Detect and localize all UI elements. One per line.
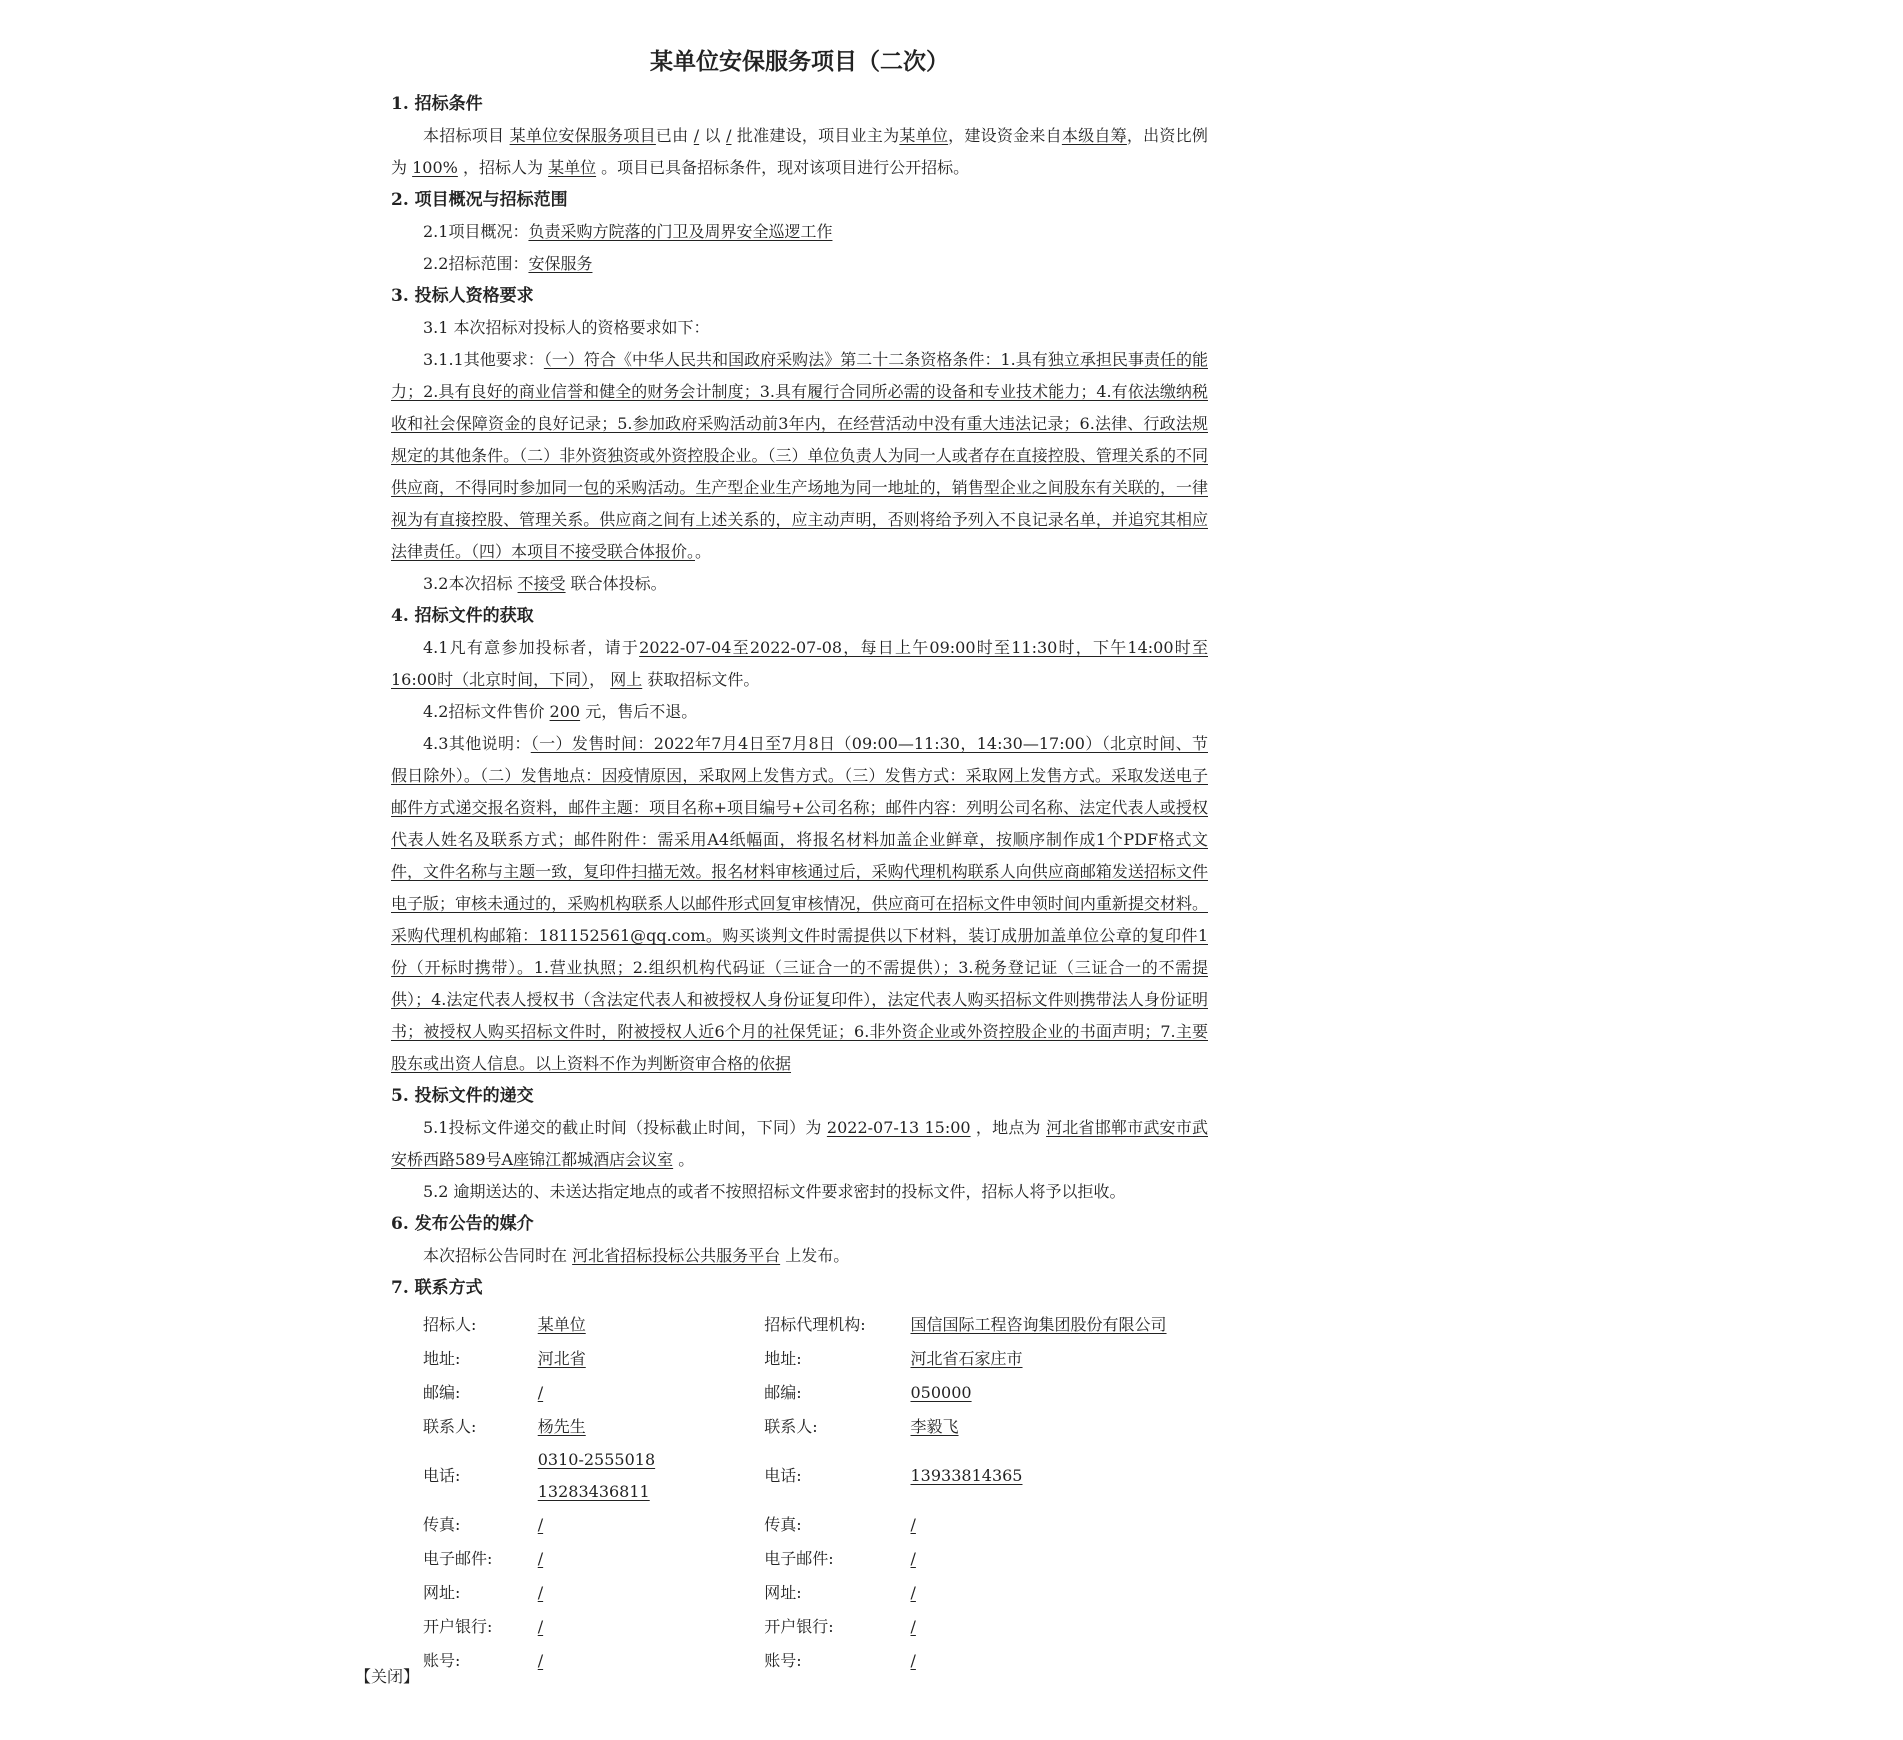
tenderer-contact-label-cell xyxy=(423,1610,538,1644)
s1-text-8: 。项目已具备招标条件，现对该项目进行公开招标。 xyxy=(601,158,970,177)
tenderer-contact-label: 账号: xyxy=(423,1651,461,1670)
tenderer-contact-value-cell xyxy=(538,1342,764,1376)
contact-row xyxy=(423,1342,1208,1376)
approver: / xyxy=(693,126,700,145)
media-text-1: 本次招标公告同时在 xyxy=(423,1246,568,1265)
agency-contact-label-cell xyxy=(764,1644,910,1678)
agency-contact-value-cell xyxy=(911,1308,1209,1342)
tenderer-contact-value-cell xyxy=(538,1508,764,1542)
tenderer-contact-value-cell xyxy=(538,1308,764,1342)
section-1-text xyxy=(391,120,1208,184)
agency-contact-label: 联系人: xyxy=(764,1417,818,1436)
consortium-value: 不接受 xyxy=(517,574,566,593)
qualification-other-text: （一）符合《中华人民共和国政府采购法》第二十二条资格条件：1.具有独立承担民事责任的能力；2.具有良好的商业信誉和健全的财务会计制度；3.具有履行合同所必需的设备和专业技术能力；4.有依法缴纳税收和社会保障资金的良好记录；5.参加政府采购活动前3年内，在经营活动中没有重大违法记录；6.法律、行政法规规定的其他条件。（二）非外资独资或外资控股企业。（三）单位负责人为同一人或者存在直接控股、管理关系的不同供应商，不得同时参加同一包的采购活动。生产型企业生产场地为同一地址的，销售型企业之间股东有关联的，一律视为有直接控股、管理关系。供应商之间有上述关系的，应主动声明，否则将给予列入不良记录名单，并追究其相应法律责任。（四）本项目不接受联合体报价。 xyxy=(391,350,1208,561)
agency-contact-value: 国信国际工程咨询集团股份有限公司 xyxy=(910,1315,1167,1334)
s1-text-4: 批准建设，项目业主为 xyxy=(736,126,900,145)
tenderer-contact-value: / xyxy=(537,1651,544,1670)
tenderer-contact-label-cell xyxy=(423,1410,538,1444)
deadline-value: 2022-07-13 15:00 xyxy=(826,1118,971,1137)
agency-contact-value-cell xyxy=(911,1376,1209,1410)
section-5-heading: 5. 投标文件的递交 xyxy=(391,1086,534,1106)
tenderer-contact-label: 联系人: xyxy=(423,1417,477,1436)
agency-contact-value-cell xyxy=(911,1576,1209,1610)
agency-contact-value-cell xyxy=(911,1444,1209,1508)
section-4-heading: 4. 招标文件的获取 xyxy=(391,606,534,626)
s1-text-3: 以 xyxy=(704,126,721,145)
deadline-text-1: 5.1投标文件递交的截止时间（投标截止时间，下同）为 xyxy=(423,1118,822,1137)
agency-contact-label: 地址: xyxy=(764,1349,802,1368)
consortium-text-1: 3.2本次招标 xyxy=(423,574,513,593)
tenderer-contact-label: 网址: xyxy=(423,1583,461,1602)
tenderer-contact-value: 某单位 xyxy=(537,1315,586,1334)
agency-contact-label: 开户银行: xyxy=(764,1617,834,1636)
media-text-2: 上发布。 xyxy=(785,1246,850,1265)
tenderer-contact-value-cell xyxy=(538,1576,764,1610)
tenderer-contact-value-cell xyxy=(538,1376,764,1410)
agency-contact-value: 13933814365 xyxy=(910,1466,1023,1485)
section-3-heading: 3. 投标人资格要求 xyxy=(391,286,534,306)
agency-contact-value-cell xyxy=(911,1542,1209,1576)
tenderer-contact-value: / xyxy=(537,1583,544,1602)
project-overview xyxy=(391,216,1208,248)
publication-media xyxy=(391,1240,1208,1272)
agency-contact-value: 050000 xyxy=(910,1383,972,1402)
overview-label: 2.1项目概况： xyxy=(423,222,529,241)
obtain-time: 2022-07-04至2022-07-08，每日上午09:00时至11:30时，下午14:00时至16:00时（北京时间，下同） xyxy=(391,638,1208,689)
tender-announcement xyxy=(391,40,1208,1678)
tenderer-contact-label-cell xyxy=(423,1376,538,1410)
tenderer-contact-label: 传真: xyxy=(423,1515,461,1534)
agency-contact-label-cell xyxy=(764,1610,910,1644)
page-title: 某单位安保服务项目（二次） xyxy=(650,48,949,75)
price-value: 200 xyxy=(549,702,581,721)
tenderer-contact-label-cell xyxy=(423,1542,538,1576)
tenderer: 某单位 xyxy=(548,158,597,177)
agency-contact-label: 电话: xyxy=(764,1466,802,1485)
agency-contact-label-cell xyxy=(764,1342,910,1376)
agency-contact-label: 电子邮件: xyxy=(764,1549,834,1568)
section-7-heading: 7. 联系方式 xyxy=(391,1278,483,1298)
agency-contact-label-cell xyxy=(764,1576,910,1610)
agency-contact-value-cell xyxy=(911,1644,1209,1678)
contact-row xyxy=(423,1508,1208,1542)
agency-contact-label: 邮编: xyxy=(764,1383,802,1402)
contact-row xyxy=(423,1576,1208,1610)
tender-scope xyxy=(391,248,1208,280)
contact-row xyxy=(423,1410,1208,1444)
tenderer-contact-value: 杨先生 xyxy=(537,1417,586,1436)
tenderer-contact-label-cell xyxy=(423,1308,538,1342)
submission-place: 河北省邯郸市武安市武安桥西路589号A座锦江都城酒店会议室 xyxy=(391,1118,1208,1169)
agency-contact-value: / xyxy=(910,1651,916,1670)
agency-contact-value-cell xyxy=(911,1410,1209,1444)
agency-contact-value: / xyxy=(910,1515,916,1534)
consortium-rule xyxy=(391,568,1208,600)
obtain-text-1: 4.1凡有意参加投标者，请于 xyxy=(423,638,640,657)
section-6-heading: 6. 发布公告的媒介 xyxy=(391,1214,534,1234)
agency-contact-value-cell xyxy=(911,1508,1209,1542)
s1-text-1: 本招标项目 xyxy=(423,126,505,145)
obtain-place: 网上 xyxy=(610,670,643,689)
overview-value: 负责采购方院落的门卫及周界安全巡逻工作 xyxy=(528,222,833,241)
s1-text-5: ，建设资金来自 xyxy=(948,126,1062,145)
qualification-other-label: 3.1.1其他要求： xyxy=(423,350,544,369)
agency-contact-value: / xyxy=(910,1583,916,1602)
agency-contact-value: / xyxy=(910,1617,916,1636)
agency-contact-label-cell xyxy=(764,1508,910,1542)
tenderer-contact-label-cell xyxy=(423,1342,538,1376)
tenderer-contact-label-cell xyxy=(423,1444,538,1508)
tenderer-contact-label: 邮编: xyxy=(423,1383,461,1402)
scope-label: 2.2招标范围： xyxy=(423,254,529,273)
contact-table xyxy=(423,1308,1208,1678)
s1-text-7: ，招标人为 xyxy=(462,158,543,177)
tenderer-contact-label: 电话: xyxy=(423,1466,461,1485)
media-value: 河北省招标投标公共服务平台 xyxy=(572,1246,781,1265)
contact-row xyxy=(423,1542,1208,1576)
agency-contact-value: 河北省石家庄市 xyxy=(910,1349,1023,1368)
contact-row xyxy=(423,1644,1208,1678)
tenderer-contact-label: 地址: xyxy=(423,1349,461,1368)
tenderer-contact-value: 0310-2555018 13283436811 xyxy=(537,1450,656,1501)
deadline-text-2: ，地点为 xyxy=(975,1118,1041,1137)
tenderer-contact-value: / xyxy=(537,1515,544,1534)
tenderer-contact-value-cell xyxy=(538,1542,764,1576)
tenderer-contact-label-cell xyxy=(423,1508,538,1542)
section-1-heading: 1. 招标条件 xyxy=(391,94,483,114)
agency-contact-value: / xyxy=(910,1549,916,1568)
s1-text-2: 已由 xyxy=(655,126,689,145)
deadline-text-3: 。 xyxy=(678,1150,695,1169)
price-text-2: 元，售后不退。 xyxy=(585,702,698,721)
late-rejection: 5.2 逾期送达的、未送达指定地点的或者不按照招标文件要求密封的投标文件，招标人将予以拒收。 xyxy=(423,1182,1126,1201)
document-obtain xyxy=(391,632,1208,696)
obtain-text-2: ， xyxy=(589,670,606,689)
tenderer-contact-value-cell xyxy=(538,1444,764,1508)
consortium-text-2: 联合体投标。 xyxy=(570,574,667,593)
fund-ratio: 100% xyxy=(412,158,458,177)
document-other-notes xyxy=(391,728,1208,1080)
approval-no: / xyxy=(726,126,732,145)
notes-label: 4.3其他说明： xyxy=(423,734,531,753)
tenderer-contact-label: 开户银行: xyxy=(423,1617,493,1636)
tenderer-contact-value: / xyxy=(537,1549,544,1568)
tenderer-contact-value-cell xyxy=(538,1644,764,1678)
fund-source: 本级自筹 xyxy=(1061,126,1127,145)
obtain-text-3: 获取招标文件。 xyxy=(647,670,760,689)
submission-deadline xyxy=(391,1112,1208,1176)
tenderer-contact-value: 河北省 xyxy=(537,1349,586,1368)
agency-contact-label-cell xyxy=(764,1308,910,1342)
agency-contact-label-cell xyxy=(764,1542,910,1576)
price-text-1: 4.2招标文件售价 xyxy=(423,702,545,721)
agency-contact-value-cell xyxy=(911,1610,1209,1644)
tenderer-contact-label-cell xyxy=(423,1644,538,1678)
agency-contact-value: 李毅飞 xyxy=(910,1417,959,1436)
document-price xyxy=(391,696,1208,728)
tenderer-contact-value: / xyxy=(537,1617,544,1636)
tenderer-contact-label: 招标人: xyxy=(423,1315,477,1334)
section-2-heading: 2. 项目概况与招标范围 xyxy=(391,190,568,210)
agency-contact-value-cell xyxy=(911,1342,1209,1376)
contact-row xyxy=(423,1610,1208,1644)
agency-contact-label-cell xyxy=(764,1444,910,1508)
contact-row xyxy=(423,1444,1208,1508)
project-owner: 某单位 xyxy=(899,126,949,145)
agency-contact-label: 账号: xyxy=(764,1651,802,1670)
project-name: 某单位安保服务项目 xyxy=(509,126,656,145)
agency-contact-label: 传真: xyxy=(764,1515,802,1534)
scope-value: 安保服务 xyxy=(528,254,593,273)
tenderer-contact-value: / xyxy=(537,1383,544,1402)
tenderer-contact-label: 电子邮件: xyxy=(423,1549,493,1568)
qualification-other xyxy=(391,344,1208,568)
contact-row xyxy=(423,1308,1208,1342)
agency-contact-label: 网址: xyxy=(764,1583,802,1602)
qualification-intro: 3.1 本次招标对投标人的资格要求如下： xyxy=(423,318,710,337)
qualification-other-end: 。 xyxy=(695,542,712,561)
contact-row xyxy=(423,1376,1208,1410)
tenderer-contact-label-cell xyxy=(423,1576,538,1610)
agency-contact-label: 招标代理机构: xyxy=(764,1315,866,1334)
tenderer-contact-value-cell xyxy=(538,1410,764,1444)
agency-contact-label-cell xyxy=(764,1376,910,1410)
s1-text-6: ，出资比例为 xyxy=(391,126,1208,177)
agency-contact-label-cell xyxy=(764,1410,910,1444)
close-link[interactable]: 【关闭】 xyxy=(355,1667,420,1686)
tenderer-contact-value-cell xyxy=(538,1610,764,1644)
notes-text: （一）发售时间：2022年7月4日至7月8日（09:00—11:30，14:30—17:00）（北京时间、节假日除外）。（二）发售地点：因疫情原因，采取网上发售方式。（三）发售方式：采取网上发售方式。采取发送电子邮件方式递交报名资料，邮件主题：项目名称+项目编号+公司名称；邮件内容：列明公司名称、法定代表人或授权代表人姓名及联系方式；邮件附件：需采用A4纸幅面，将报名材料加盖企业鲜章，按顺序制作成1个PDF格式文件，文件名称与主题一致，复印件扫描无效。报名材料审核通过后，采购代理机构联系人向供应商邮箱发送招标文件电子版；审核未通过的，采购机构联系人以邮件形式回复审核情况，供应商可在招标文件申领时间内重新提交材料。采购代理机构邮箱：181152561@qq.com。购买谈判文件时需提供以下材料，装订成册加盖单位公章的复印件1份（开标时携带）。1.营业执照；2.组织机构代码证（三证合一的不需提供）；3.税务登记证（三证合一的不需提供）；4.法定代表人授权书（含法定代表人和被授权人身份证复印件），法定代表人购买招标文件则携带法人身份证明书；被授权人购买招标文件时，附被授权人近6个月的社保凭证；6.非外资企业或外资控股企业的书面声明；7.主要股东或出资人信息。以上资料不作为判断资审合格的依据 xyxy=(391,734,1208,1073)
